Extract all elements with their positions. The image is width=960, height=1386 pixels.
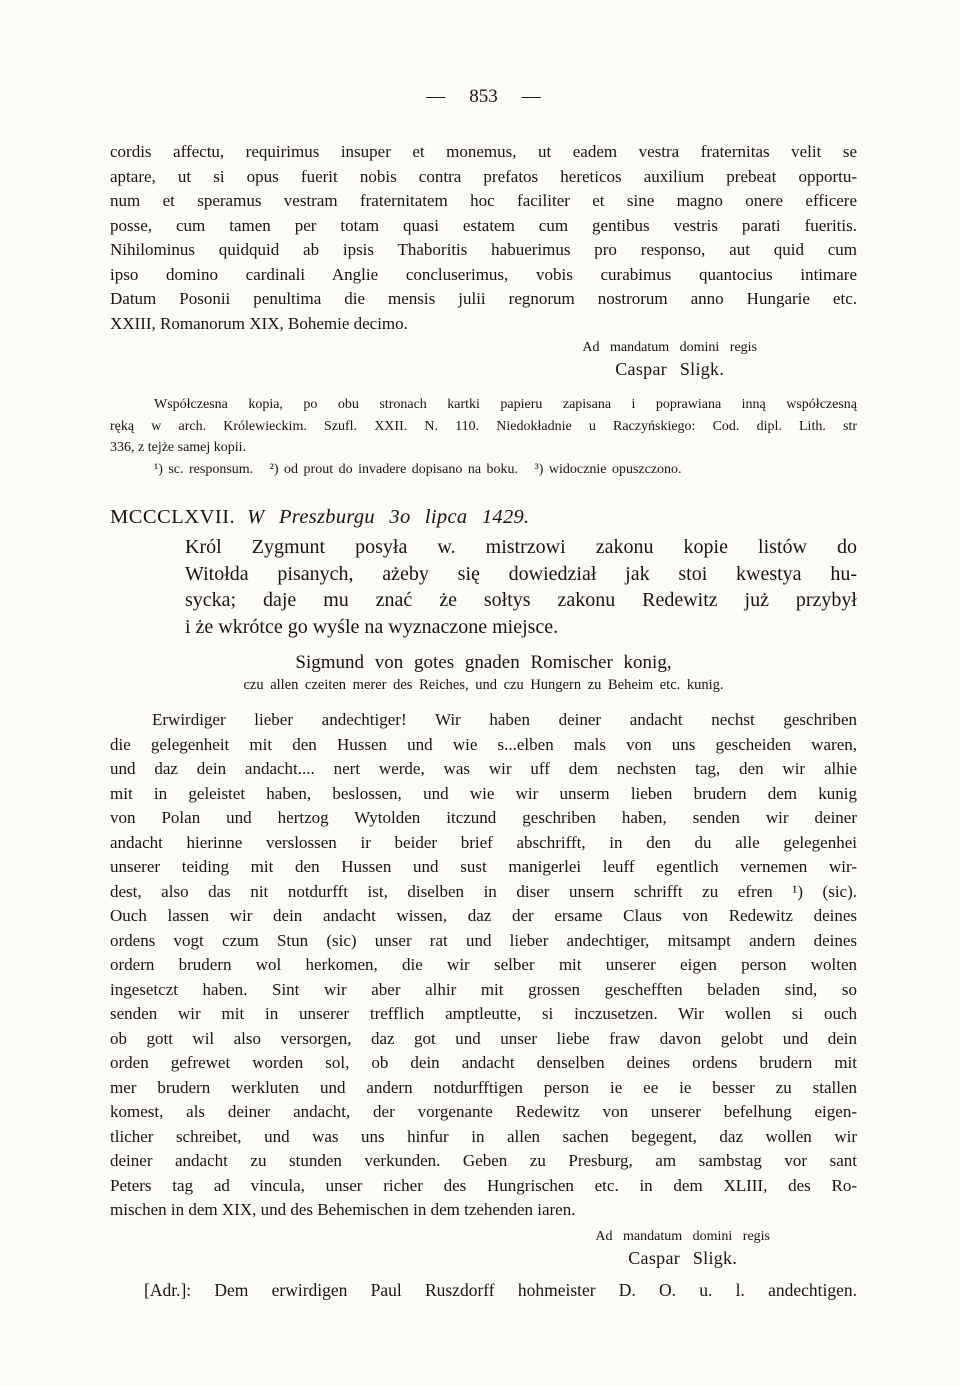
text-line: deiner andacht zu stunden verkunden. Geben zu Presburg, am sambstag vor sant bbox=[110, 1151, 857, 1170]
text-line: ordern brudern wol herkomen, die wir selber mit unserer eigen person wolten bbox=[110, 955, 857, 974]
text-line: Witołda pisanych, ażeby się dowiedział jak stoi kwestya hu- bbox=[185, 562, 857, 585]
text-line: komest, als deiner andacht, der vorgenante Redewitz von unserer befelhung eigen- bbox=[110, 1102, 857, 1121]
text-line: andacht hierinne verslossen ir beider brief abschrifft, in den du alle gelegenhei bbox=[110, 832, 857, 852]
text-line: ipso domino cardinali Anglie concluserimus, vobis curabimus quantocius intimare bbox=[110, 264, 857, 284]
text-line: Król Zygmunt posyła w. mistrzowi zakonu kopie listów do bbox=[185, 536, 857, 558]
text-line: ingesetczt haben. Sint wir aber alhir mit grossen geschefften beladen sind, so bbox=[110, 979, 857, 999]
text-line: aptare, ut si opus fuerit nobis contra prefatos hereticos auxilium prebeat opportu- bbox=[110, 166, 857, 186]
text-line: von Polan und hertzog Wytolden itczund geschriben haben, senden wir deiner bbox=[110, 808, 857, 827]
signature-block bbox=[582, 338, 757, 381]
text-line: mer brudern werkluten und andern notdurfftigen person ie ee ie besser zu stallen bbox=[110, 1077, 857, 1097]
mandate-line: Ad mandatum domini regis bbox=[595, 1228, 770, 1244]
mandate-line: Ad mandatum domini regis bbox=[582, 340, 757, 355]
text-line: num et speramus vestram fraternitatem hoc faciliter et sine magno onere efficere bbox=[110, 191, 857, 210]
text-line: cordis affectu, requirimus insuper et monemus, ut eadem vestra fraternitas velit se bbox=[110, 142, 857, 161]
text-line: i że wkrótce go wyśle na wyznaczone miejsce. bbox=[185, 615, 559, 638]
text-line: posse, cum tamen per totam quasi estatem cum gentibus vestris parati fueritis. bbox=[110, 215, 857, 235]
address-line: [Adr.]: Dem erwirdigen Paul Ruszdorff hohmeister D. O. u. l. andechtigen. bbox=[144, 1279, 857, 1300]
source-note-text bbox=[110, 394, 857, 459]
page-number-dash-right: — bbox=[521, 86, 541, 107]
page-number bbox=[110, 84, 857, 110]
text-line: XXIII, Romanorum XIX, Bohemie decimo. bbox=[110, 313, 408, 333]
heading-number: MCCCLXVII. bbox=[110, 506, 236, 528]
text-line: mischen in dem XIX, und des Behemischen in dem tzehenden iaren. bbox=[110, 1200, 576, 1219]
text-line: Datum Posonii penultima die mensis julii regnorum nostrorum anno Hungarie etc. bbox=[110, 289, 857, 308]
document-summary bbox=[185, 534, 857, 640]
text-line: senden wir mit in unserer trefflich amptleutte, si inczusetzen. Wir wollen si ouch bbox=[110, 1004, 857, 1023]
document-heading bbox=[110, 504, 857, 531]
text-line: ob gott wil also versorgen, daz got und unser liebe fraw davon gelobt und dein bbox=[110, 1028, 857, 1048]
heading-place-date: W Preszburgu 3o lipca 1429. bbox=[247, 506, 530, 528]
text-line: Peters tag ad vincula, unser richer des Hungrischen etc. in dem XLIII, des Ro- bbox=[110, 1175, 857, 1195]
letter-body bbox=[110, 708, 857, 1223]
text-line: mit in geleistet haben, beslossen, und wie wir unserm lieben brudern dem kunig bbox=[110, 783, 857, 803]
salutation-secondary: czu allen czeiten merer des Reiches, und czu Hungern zu Beheim etc. kunig. bbox=[243, 677, 724, 693]
page-number-value: 853 bbox=[469, 86, 498, 107]
text-line: ręką w arch. Królewieckim. Szufl. XXII. N. 110. Niedokładnie u Raczyńskiego: Cod. dipl. Lith. str bbox=[110, 418, 857, 434]
source-note bbox=[110, 394, 857, 480]
text-line: sycka; daje mu znać że sołtys zakonu Redewitz już przybył bbox=[185, 589, 857, 611]
latin-letter-paragraph bbox=[110, 140, 857, 336]
salutation-primary: Sigmund von gotes gnaden Romischer konig, bbox=[295, 652, 672, 673]
text-line: und daz dein andacht.... nert werde, was wir uff dem nechsten tag, den wir alhie bbox=[110, 759, 857, 778]
text-line: tlicher schreibet, und was uns hinfur in allen sachen begegent, daz wollen wir bbox=[110, 1126, 857, 1146]
text-line: die gelegenheit mit den Hussen und wie s...elben mals von uns gescheiden waren, bbox=[110, 734, 857, 754]
text-line: unserer teiding mit den Hussen und sust manigerlei leuff egentlich vernemen wir- bbox=[110, 857, 857, 876]
signature-block bbox=[595, 1227, 770, 1270]
text-line: Erwirdiger lieber andechtiger! Wir haben deiner andacht nechst geschriben bbox=[152, 710, 857, 729]
signatory-name: Caspar Sligk. bbox=[615, 359, 725, 379]
footnotes-line: ¹) sc. responsum. ²) od prout do invadere dopisano na boku. ³) widocznie opuszczono. bbox=[154, 461, 682, 477]
text-line: orden gefrewet worden sol, ob dein andacht denselben deines ordens brudern mit bbox=[110, 1053, 857, 1072]
page-number-dash-left: — bbox=[426, 86, 446, 107]
text-line: Współczesna kopia, po obu stronach kartki papieru zapisana i poprawiana inną współczesną bbox=[154, 397, 857, 412]
text-line: Nihilominus quidquid ab ipsis Thaboritis habuerimus pro responso, aut quid cum bbox=[110, 240, 857, 259]
text-line: dest, also das nit notdurfft ist, diselben in diser unsern schrifft zu efren ¹) (sic). bbox=[110, 881, 857, 901]
text-line: ordens vogt czum Stun (sic) unser rat und lieber andechtiger, mitsampt andern deines bbox=[110, 930, 857, 950]
text-line: Ouch lassen wir dein andacht wissen, daz der ersame Claus von Redewitz deines bbox=[110, 906, 857, 925]
signatory-name: Caspar Sligk. bbox=[628, 1247, 738, 1268]
text-line: 336, z tejże samej kopii. bbox=[110, 440, 247, 455]
